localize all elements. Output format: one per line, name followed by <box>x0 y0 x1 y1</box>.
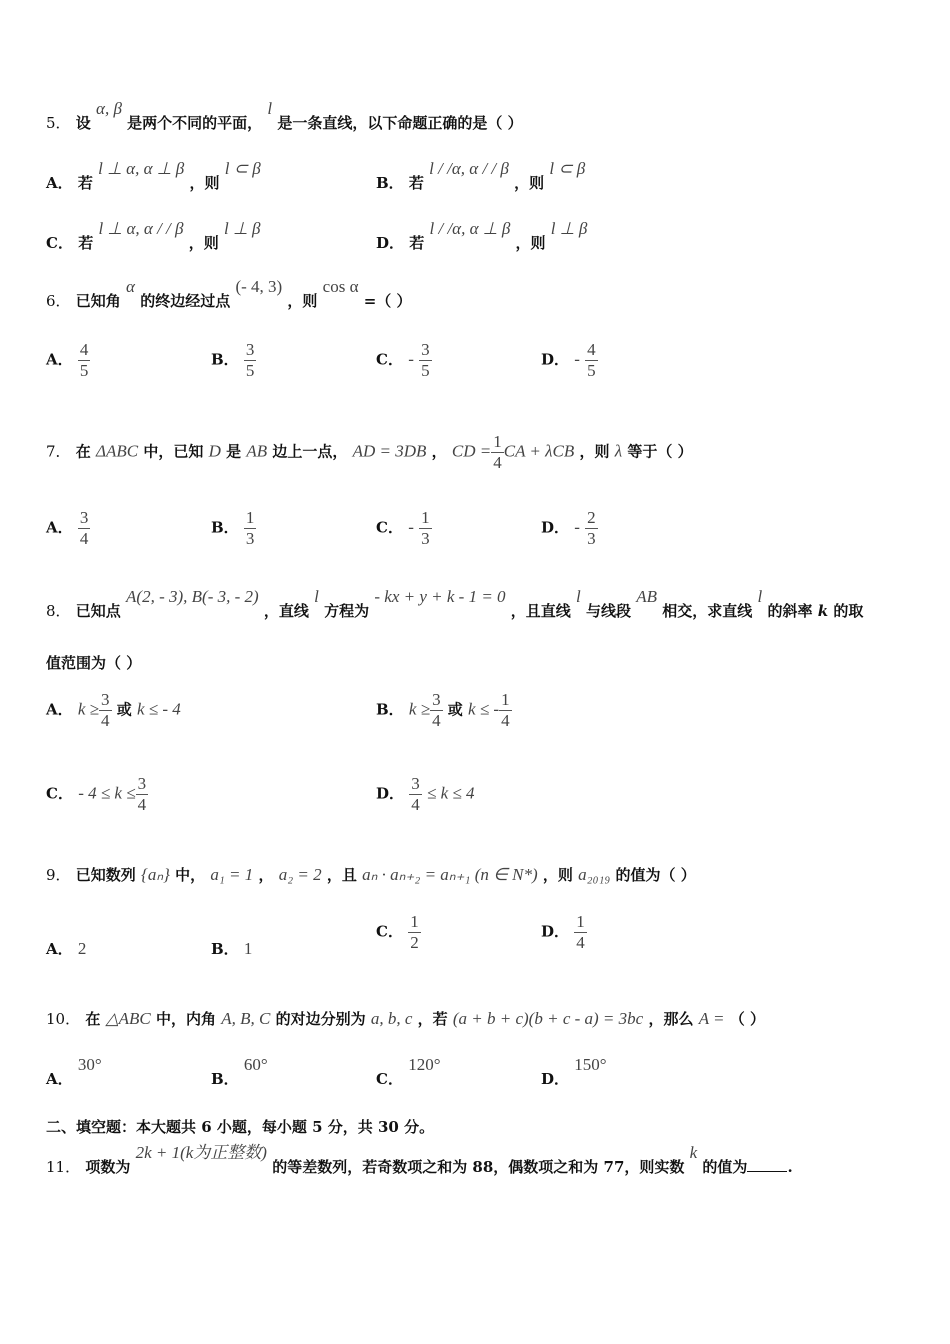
q6-option-c[interactable] <box>376 340 432 381</box>
q5-option-d-pre: 若 <box>409 234 425 252</box>
q9-math4: aₙ · aₙ₊₂ = aₙ₊₁ (n ∈ N*) <box>362 865 538 884</box>
q8-option-d-m1: ≤ k ≤ 4 <box>426 783 475 803</box>
q8-option-a-m2: k ≤ - 4 <box>137 699 181 719</box>
q6-math2: (- 4, 3) <box>235 277 283 296</box>
q10-text4: ，若 <box>417 1010 448 1028</box>
q10-number: 10． <box>46 1010 81 1028</box>
q10-option-d-val: 150° <box>574 1055 607 1074</box>
q8-text5: 与线段 <box>586 602 632 620</box>
q6-option-d-sign: - <box>574 349 580 369</box>
q10-option-c[interactable] <box>376 1055 441 1089</box>
q8-option-a-label: A． <box>46 700 73 719</box>
q7-option-d-num: 2 <box>587 508 596 527</box>
q6-text1: 已知角 <box>75 292 121 310</box>
q9-option-b[interactable] <box>211 938 252 959</box>
q8-math3: - kx + y + k - 1 = 0 <box>374 587 506 606</box>
q5-option-a-pre: 若 <box>77 174 93 192</box>
q8-option-b-m1: k ≥ <box>408 699 431 719</box>
q6-number: 6． <box>46 292 71 310</box>
q6-math1: α <box>126 277 135 296</box>
q5-option-c[interactable] <box>46 219 261 253</box>
q7-option-d-label: D． <box>541 518 570 537</box>
q7-option-b[interactable] <box>211 508 256 549</box>
q7-option-a[interactable] <box>46 508 90 549</box>
q10-option-d[interactable] <box>541 1055 607 1089</box>
q8-math5: AB <box>636 587 658 606</box>
q5-option-a-label: A． <box>46 174 73 192</box>
q8-option-c-num: 3 <box>137 774 147 793</box>
q10-math4: (a + b + c)(b + c - a) = 3bc <box>452 1009 644 1028</box>
q7-frac-num: 1 <box>493 432 502 451</box>
q9-math5: a₂₀₁₉ <box>578 865 611 884</box>
q8-option-b-num2: 1 <box>501 690 510 709</box>
q6-option-c-frac <box>419 340 432 381</box>
q9-option-c-den: 2 <box>410 933 419 952</box>
q11-number: 11． <box>46 1158 81 1176</box>
q5-text2: 是一条直线，以下命题正确的是（ ） <box>277 114 523 132</box>
q5-option-c-label: C． <box>46 234 73 252</box>
q6-option-c-den: 5 <box>421 361 430 380</box>
q5-option-b-label: B． <box>376 174 404 192</box>
q9-option-d-den: 4 <box>576 933 585 952</box>
q5-text1: 是两个不同的平面， <box>127 114 263 132</box>
q8-text7: 的斜率 <box>767 602 813 620</box>
q7-text2: 中，已知 <box>143 442 204 461</box>
q5-option-b[interactable] <box>376 159 586 193</box>
q10-text2: 中，内角 <box>156 1010 217 1028</box>
q9-number: 9． <box>46 866 71 884</box>
q6-option-d-frac <box>585 340 598 381</box>
q7-option-b-den: 3 <box>245 529 255 548</box>
q8-option-a-or: 或 <box>116 700 132 719</box>
q5-option-c-concl: l ⊥ β <box>223 219 261 238</box>
q7-text5: ， <box>431 442 447 461</box>
q5-option-a-mid: ，则 <box>189 174 220 192</box>
q9-option-d-num: 1 <box>576 912 585 931</box>
q5-option-d-mid: ，则 <box>515 234 546 252</box>
q5-option-c-mid: ，则 <box>188 234 219 252</box>
q9-option-d-frac <box>574 912 587 953</box>
q5-number: 5． <box>46 114 71 132</box>
q11-text3: 的值为 <box>702 1158 748 1176</box>
q11-math2: k <box>689 1143 698 1162</box>
q9-option-c-num: 1 <box>410 912 419 931</box>
q6-option-a-den: 5 <box>79 361 89 380</box>
q9-option-a-val: 2 <box>77 939 87 958</box>
q6-option-d[interactable] <box>541 340 598 381</box>
q10-text6: （ ） <box>729 1010 765 1028</box>
q8-line2: 值范围为（ ） <box>46 654 142 672</box>
q8-option-c[interactable] <box>46 774 148 815</box>
q10-text1: 在 <box>85 1010 101 1028</box>
q5-option-d[interactable] <box>376 219 588 253</box>
q7-text1: 在 <box>75 442 91 461</box>
q9-option-b-val: 1 <box>243 939 253 958</box>
q7-math5b: CA + λCB <box>503 441 575 461</box>
q11-text4: . <box>787 1158 793 1176</box>
q7-text4: 边上一点， <box>272 442 348 461</box>
q8-option-d-den: 4 <box>411 795 420 814</box>
q6-option-a-num: 4 <box>79 340 89 359</box>
q9-option-d-label: D． <box>541 922 570 941</box>
q7-math5a: CD = <box>451 441 492 461</box>
q11-math1: 2k + 1(k为正整数) <box>135 1143 267 1162</box>
q8-option-c-den: 4 <box>137 795 147 814</box>
q5-option-b-mid: ，则 <box>514 174 545 192</box>
q8-math6: l <box>757 587 763 606</box>
q5-option-b-cond: l / /α, α / / β <box>429 159 509 178</box>
q8-text6: 相交，求直线 <box>662 602 753 620</box>
q8-option-b-num: 3 <box>432 690 441 709</box>
q8-option-c-m1: - 4 ≤ k ≤ <box>78 783 136 803</box>
q6-option-c-label: C． <box>376 350 403 369</box>
question-10 <box>46 1008 765 1029</box>
q8-option-d-frac <box>409 774 422 815</box>
q6-option-b-den: 5 <box>245 361 255 380</box>
section-2-heading: 二、填空题：本大题共 6 小题，每小题 5 分，共 30 分。 <box>46 1118 435 1136</box>
q6-option-b-label: B． <box>211 350 239 369</box>
q9-math3: a₂ = 2 <box>278 865 322 884</box>
q6-math3: cos α <box>322 277 359 296</box>
q6-option-a-label: A． <box>46 350 73 369</box>
q6-option-d-label: D． <box>541 350 570 369</box>
q9-text3: ， <box>258 866 274 884</box>
q7-text3: 是 <box>226 442 242 461</box>
q10-text5: ，那么 <box>648 1010 694 1028</box>
q10-option-b-label: B． <box>211 1070 239 1088</box>
q7-option-a-frac <box>78 508 91 549</box>
q9-text6: 的值为（ ） <box>615 866 696 884</box>
q9-text5: ，则 <box>542 866 573 884</box>
q5-option-b-pre: 若 <box>408 174 424 192</box>
q11-text1: 项数为 <box>85 1158 131 1176</box>
q5-option-b-concl: l ⊂ β <box>549 159 586 178</box>
q9-option-c-frac <box>408 912 421 953</box>
q5-option-a[interactable] <box>46 159 261 193</box>
q10-option-a[interactable] <box>46 1055 102 1089</box>
q10-math2: A, B, C <box>221 1009 271 1028</box>
q6-option-d-den: 5 <box>587 361 596 380</box>
q7-math3: AB <box>246 441 268 461</box>
q7-option-c-frac <box>419 508 432 549</box>
q8-option-b-den: 4 <box>432 711 441 730</box>
q7-math2: D <box>208 441 221 461</box>
q7-math6: λ <box>614 441 623 461</box>
q8-option-a-frac <box>99 690 112 731</box>
q5-math2: l <box>267 99 273 118</box>
q7-option-b-frac <box>244 508 257 549</box>
q7-frac-den: 4 <box>493 453 502 472</box>
q8-option-a-den: 4 <box>101 711 110 730</box>
q7-option-c-sign: - <box>408 517 414 537</box>
q10-option-a-val: 30° <box>77 1055 102 1074</box>
q8-math2: l <box>314 587 319 606</box>
q8-number: 8． <box>46 602 71 620</box>
q7-option-a-den: 4 <box>79 529 89 548</box>
q9-option-a[interactable] <box>46 938 86 959</box>
q5-prefix: 设 <box>75 114 91 132</box>
q11-answer-blank[interactable] <box>747 1157 787 1172</box>
q7-option-d[interactable] <box>541 508 598 549</box>
q6-text2: 的终边经过点 <box>140 292 231 310</box>
q7-option-d-frac <box>585 508 598 549</box>
q8-k: k <box>817 602 829 620</box>
q8-option-b-den2: 4 <box>501 711 510 730</box>
q5-option-c-pre: 若 <box>78 234 94 252</box>
q7-option-b-label: B． <box>211 518 239 537</box>
question-6 <box>46 277 412 311</box>
q7-number: 7． <box>46 442 71 461</box>
q5-option-a-concl: l ⊂ β <box>224 159 261 178</box>
q8-option-d[interactable] <box>376 774 474 815</box>
q6-option-d-num: 4 <box>587 340 596 359</box>
q9-option-a-label: A． <box>46 940 73 958</box>
q8-option-a-m1: k ≥ <box>77 699 100 719</box>
q10-math5: A = <box>698 1009 725 1028</box>
q9-math1: {aₙ} <box>141 865 170 884</box>
q8-option-c-frac <box>136 774 149 815</box>
q8-option-b-or: 或 <box>447 700 463 719</box>
q8-option-d-num: 3 <box>411 774 420 793</box>
q7-option-c-den: 3 <box>421 529 430 548</box>
q8-option-b-frac2 <box>499 690 512 731</box>
q8-option-b-label: B． <box>376 700 404 719</box>
q8-text2: ，直线 <box>263 602 309 620</box>
q7-frac <box>491 432 504 473</box>
q10-math1: △ABC <box>105 1009 151 1028</box>
q7-option-c-label: C． <box>376 518 403 537</box>
q8-option-b-m2: k ≤ - <box>468 699 500 719</box>
q8-text1: 已知点 <box>75 602 121 620</box>
q7-option-d-sign: - <box>574 517 580 537</box>
q7-option-a-num: 3 <box>79 508 89 527</box>
q8-option-a[interactable] <box>46 690 181 731</box>
q6-option-a[interactable] <box>46 340 90 381</box>
q10-option-b-val: 60° <box>243 1055 268 1074</box>
question-11 <box>46 1143 793 1177</box>
q9-option-c-label: C． <box>376 922 403 941</box>
q9-math2: a₁ = 1 <box>210 865 254 884</box>
q8-text3: 方程为 <box>324 602 370 620</box>
q8-option-d-label: D． <box>376 784 405 803</box>
q6-text3: ，则 <box>287 292 318 310</box>
q9-option-c[interactable] <box>376 912 421 953</box>
question-5 <box>46 99 523 133</box>
q9-text1: 已知数列 <box>75 866 136 884</box>
q7-option-d-den: 3 <box>587 529 596 548</box>
q7-text6: ，则 <box>579 442 610 461</box>
q5-option-c-cond: l ⊥ α, α / / β <box>98 219 184 238</box>
q11-text2: 的等差数列，若奇数项之和为 88，偶数项之和为 77，则实数 <box>272 1158 685 1176</box>
q7-math4: AD = 3DB <box>352 441 427 461</box>
q8-option-a-num: 3 <box>101 690 110 709</box>
q6-text4: =（ ） <box>363 292 412 310</box>
q6-option-b-frac <box>244 340 257 381</box>
q9-text2: 中， <box>175 866 206 884</box>
q9-option-d[interactable] <box>541 912 587 953</box>
q10-option-a-label: A． <box>46 1070 73 1088</box>
q6-option-c-sign: - <box>408 349 414 369</box>
q10-option-c-label: C． <box>376 1070 403 1088</box>
q10-text3: 的对边分别为 <box>275 1010 366 1028</box>
q5-option-d-label: D． <box>376 234 405 252</box>
q8-option-c-label: C． <box>46 784 73 803</box>
q7-option-b-num: 1 <box>245 508 255 527</box>
q6-option-c-num: 3 <box>421 340 430 359</box>
q10-math3: a, b, c <box>370 1009 413 1028</box>
q6-option-a-frac <box>78 340 91 381</box>
q7-option-c-num: 1 <box>421 508 430 527</box>
question-9 <box>46 864 696 885</box>
q7-option-a-label: A． <box>46 518 73 537</box>
q8-option-b-frac <box>430 690 443 731</box>
q8-math1: A(2, - 3), B(- 3, - 2) <box>126 587 259 606</box>
question-7 <box>46 432 693 473</box>
q7-text7: 等于（ ） <box>627 442 693 461</box>
q10-option-c-val: 120° <box>408 1055 441 1074</box>
q8-text4: ，且直线 <box>510 602 571 620</box>
q5-option-d-concl: l ⊥ β <box>550 219 588 238</box>
q5-option-d-cond: l / /α, α ⊥ β <box>429 219 511 238</box>
q6-option-b[interactable] <box>211 340 256 381</box>
q10-option-d-label: D． <box>541 1070 570 1088</box>
q7-option-c[interactable] <box>376 508 432 549</box>
q8-text8: 的取 <box>833 602 864 620</box>
q9-text4: ，且 <box>326 866 357 884</box>
q8-option-b[interactable] <box>376 690 512 731</box>
q9-option-b-label: B． <box>211 940 239 958</box>
q7-math1: ΔABC <box>96 441 139 461</box>
q5-math1: α, β <box>96 99 122 118</box>
q6-option-b-num: 3 <box>245 340 255 359</box>
q5-option-a-cond: l ⊥ α, α ⊥ β <box>98 159 185 178</box>
question-8 <box>46 587 864 621</box>
q10-option-b[interactable] <box>211 1055 268 1089</box>
q8-math4: l <box>576 587 581 606</box>
